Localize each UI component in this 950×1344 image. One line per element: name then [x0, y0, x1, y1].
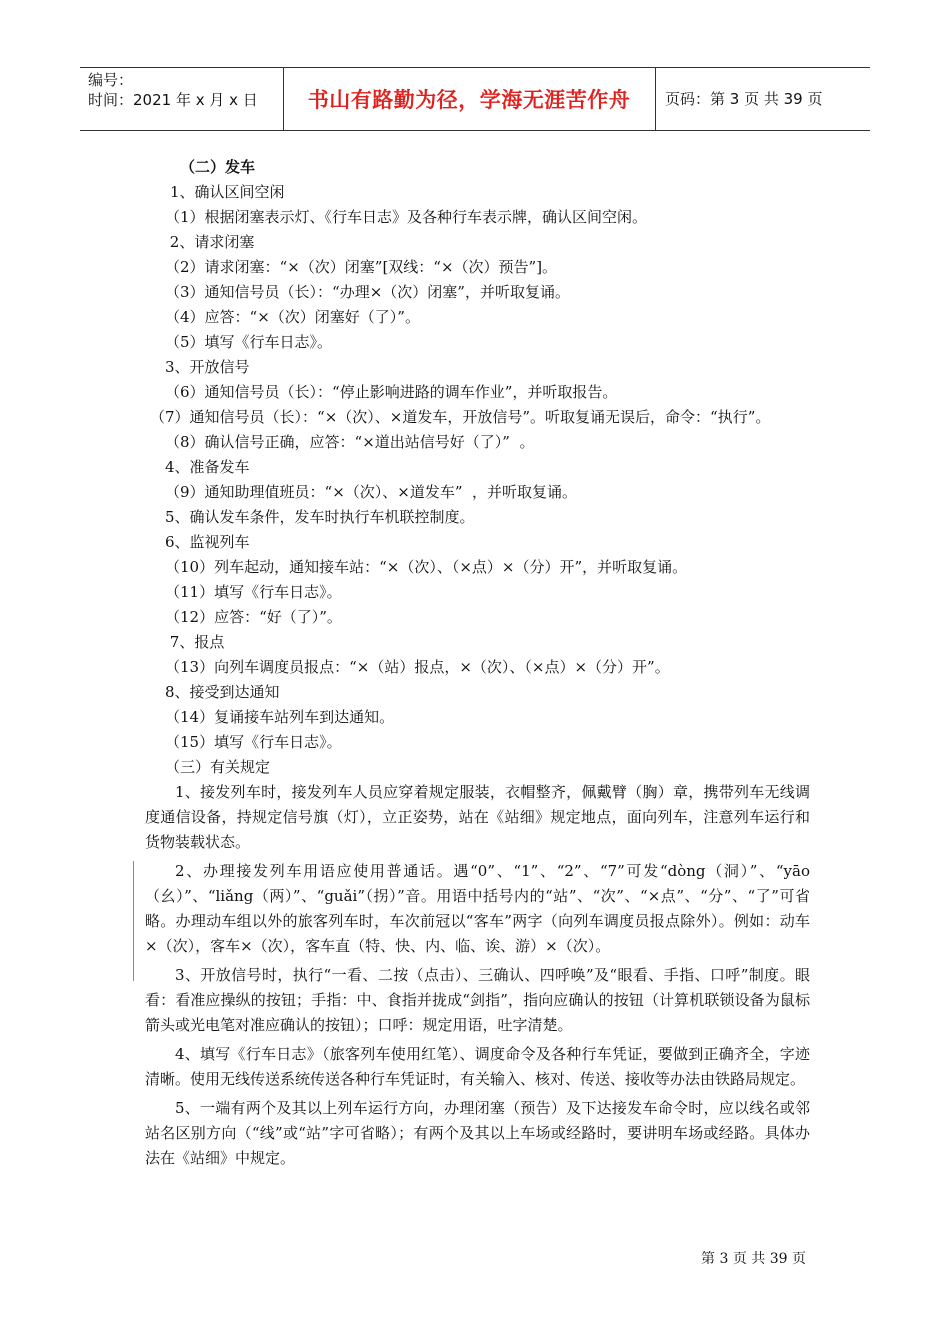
section-heading: （二）发车 [180, 158, 256, 176]
header-divider [655, 68, 656, 130]
regulation-paragraph: 5、一端有两个及其以上列车运行方向，办理闭塞（预告）及下达接发车命令时，应以线名或邻站名区别方向（“线”或“站”字可省略）；有两个及其以上车场或经路时，要讲明车场或经路。具体办法在《站细》中规定。 [145, 1099, 810, 1167]
header-motto: 书山有路勤为径，学海无涯苦作舟 [307, 88, 631, 112]
header-meta [88, 70, 278, 110]
step-item: 5、确认发车条件，发车时执行车机联控制度。 [165, 508, 475, 526]
step-item: （1）根据闭塞表示灯、《行车日志》及各种行车表示牌，确认区间空闲。 [165, 208, 648, 226]
step-item: 3、开放信号 [165, 358, 250, 376]
step-item: 1、确认区间空闲 [170, 183, 285, 201]
step-item: （15）填写《行车日志》。 [165, 733, 342, 751]
document-body [145, 155, 810, 1171]
document-number-label: 编号： [88, 71, 134, 89]
regulation-paragraph: 4、填写《行车日志》（旅客列车使用红笔）、调度命令及各种行车凭证，要做到正确齐全，字迹清晰。使用无线传送系统传送各种行车凭证时，有关输入、核对、传送、接收等办法由铁路局规定。 [145, 1045, 810, 1088]
step-item: （4）应答：“×（次）闭塞好（了）”。 [165, 308, 420, 326]
step-item: 6、监视列车 [165, 533, 250, 551]
step-item: 7、报点 [165, 633, 225, 651]
document-date-label: 时间：2021 年 x 月 x 日 [88, 91, 258, 109]
step-item: （13）向列车调度员报点：“×（站）报点，×（次）、（×点）×（分）开”。 [165, 658, 670, 676]
header-page-number: 页码：第 3 页 共 39 页 [665, 90, 823, 108]
regulation-paragraph: 3、开放信号时，执行“一看、二按（点击）、三确认、四呼唤”及“眼看、手指、口呼”制度。眼看：看准应操纵的按钮；手指：中、食指并拢成“剑指”，指向应确认的按钮（计算机联锁设备为鼠标箭头或光电笔对准应确认的按钮）；口呼：规定用语，吐字清楚。 [145, 966, 810, 1034]
step-item: 8、接受到达通知 [165, 683, 280, 701]
step-item: （14）复诵接车站列车到达通知。 [165, 708, 395, 726]
regulation-paragraph: 1、接发列车时，接发列车人员应穿着规定服装，衣帽整齐，佩戴臂（胸）章，携带列车无线调度通信设备，持规定信号旗（灯），立正姿势，站在《站细》规定地点，面向列车，注意列车运行和货物装载状态。 [145, 783, 810, 851]
page-header [80, 67, 870, 131]
step-item: （6）通知信号员（长）：“停止影响进路的调车作业”，并听取报告。 [165, 383, 618, 401]
revision-change-bar [133, 861, 134, 981]
step-item: （2）请求闭塞：“×（次）闭塞”[双线：“×（次）预告”]。 [165, 258, 558, 276]
step-item: 4、准备发车 [165, 458, 250, 476]
step-item: （10）列车起动，通知接车站：“×（次）、（×点）×（分）开”，并听取复诵。 [165, 558, 688, 576]
step-item: （9）通知助理值班员：“×（次）、×道发车” ，并听取复诵。 [165, 483, 578, 501]
regulation-paragraph-block [145, 859, 810, 959]
section-heading: （三）有关规定 [165, 758, 271, 776]
step-item: （8）确认信号正确，应答：“×道出站信号好（了）” 。 [165, 433, 535, 451]
step-item: （3）通知信号员（长）：“办理×（次）闭塞”，并听取复诵。 [165, 283, 570, 301]
step-item: （11）填写《行车日志》。 [165, 583, 342, 601]
page-footer: 第 3 页 共 39 页 [701, 1251, 806, 1267]
regulation-paragraph: 2、办理接发列车用语应使用普通话。遇“0”、“1”、“2”、“7”可发“dòng（洞）”、“yāo（幺）”、“liǎng（两）”、“guǎi”（拐）”音。用语中括号内的“站”、“次”、“×点”、“分”、“了”可省略。办理动车组以外的旅客列车时，车次前冠以“客车”两字（向列车调度员报点除外）。例如：动车×（次），客车×（次），客车直（特、快、内、临、诶、游）×（次）。 [145, 862, 810, 955]
step-item: （7）通知信号员（长）：“×（次）、×道发车，开放信号”。听取复诵无误后，命令：“执行”。 [150, 408, 771, 426]
step-item: 2、请求闭塞 [165, 233, 255, 251]
step-item: （5）填写《行车日志》。 [165, 333, 333, 351]
step-item: （12）应答：“好（了）”。 [165, 608, 342, 626]
